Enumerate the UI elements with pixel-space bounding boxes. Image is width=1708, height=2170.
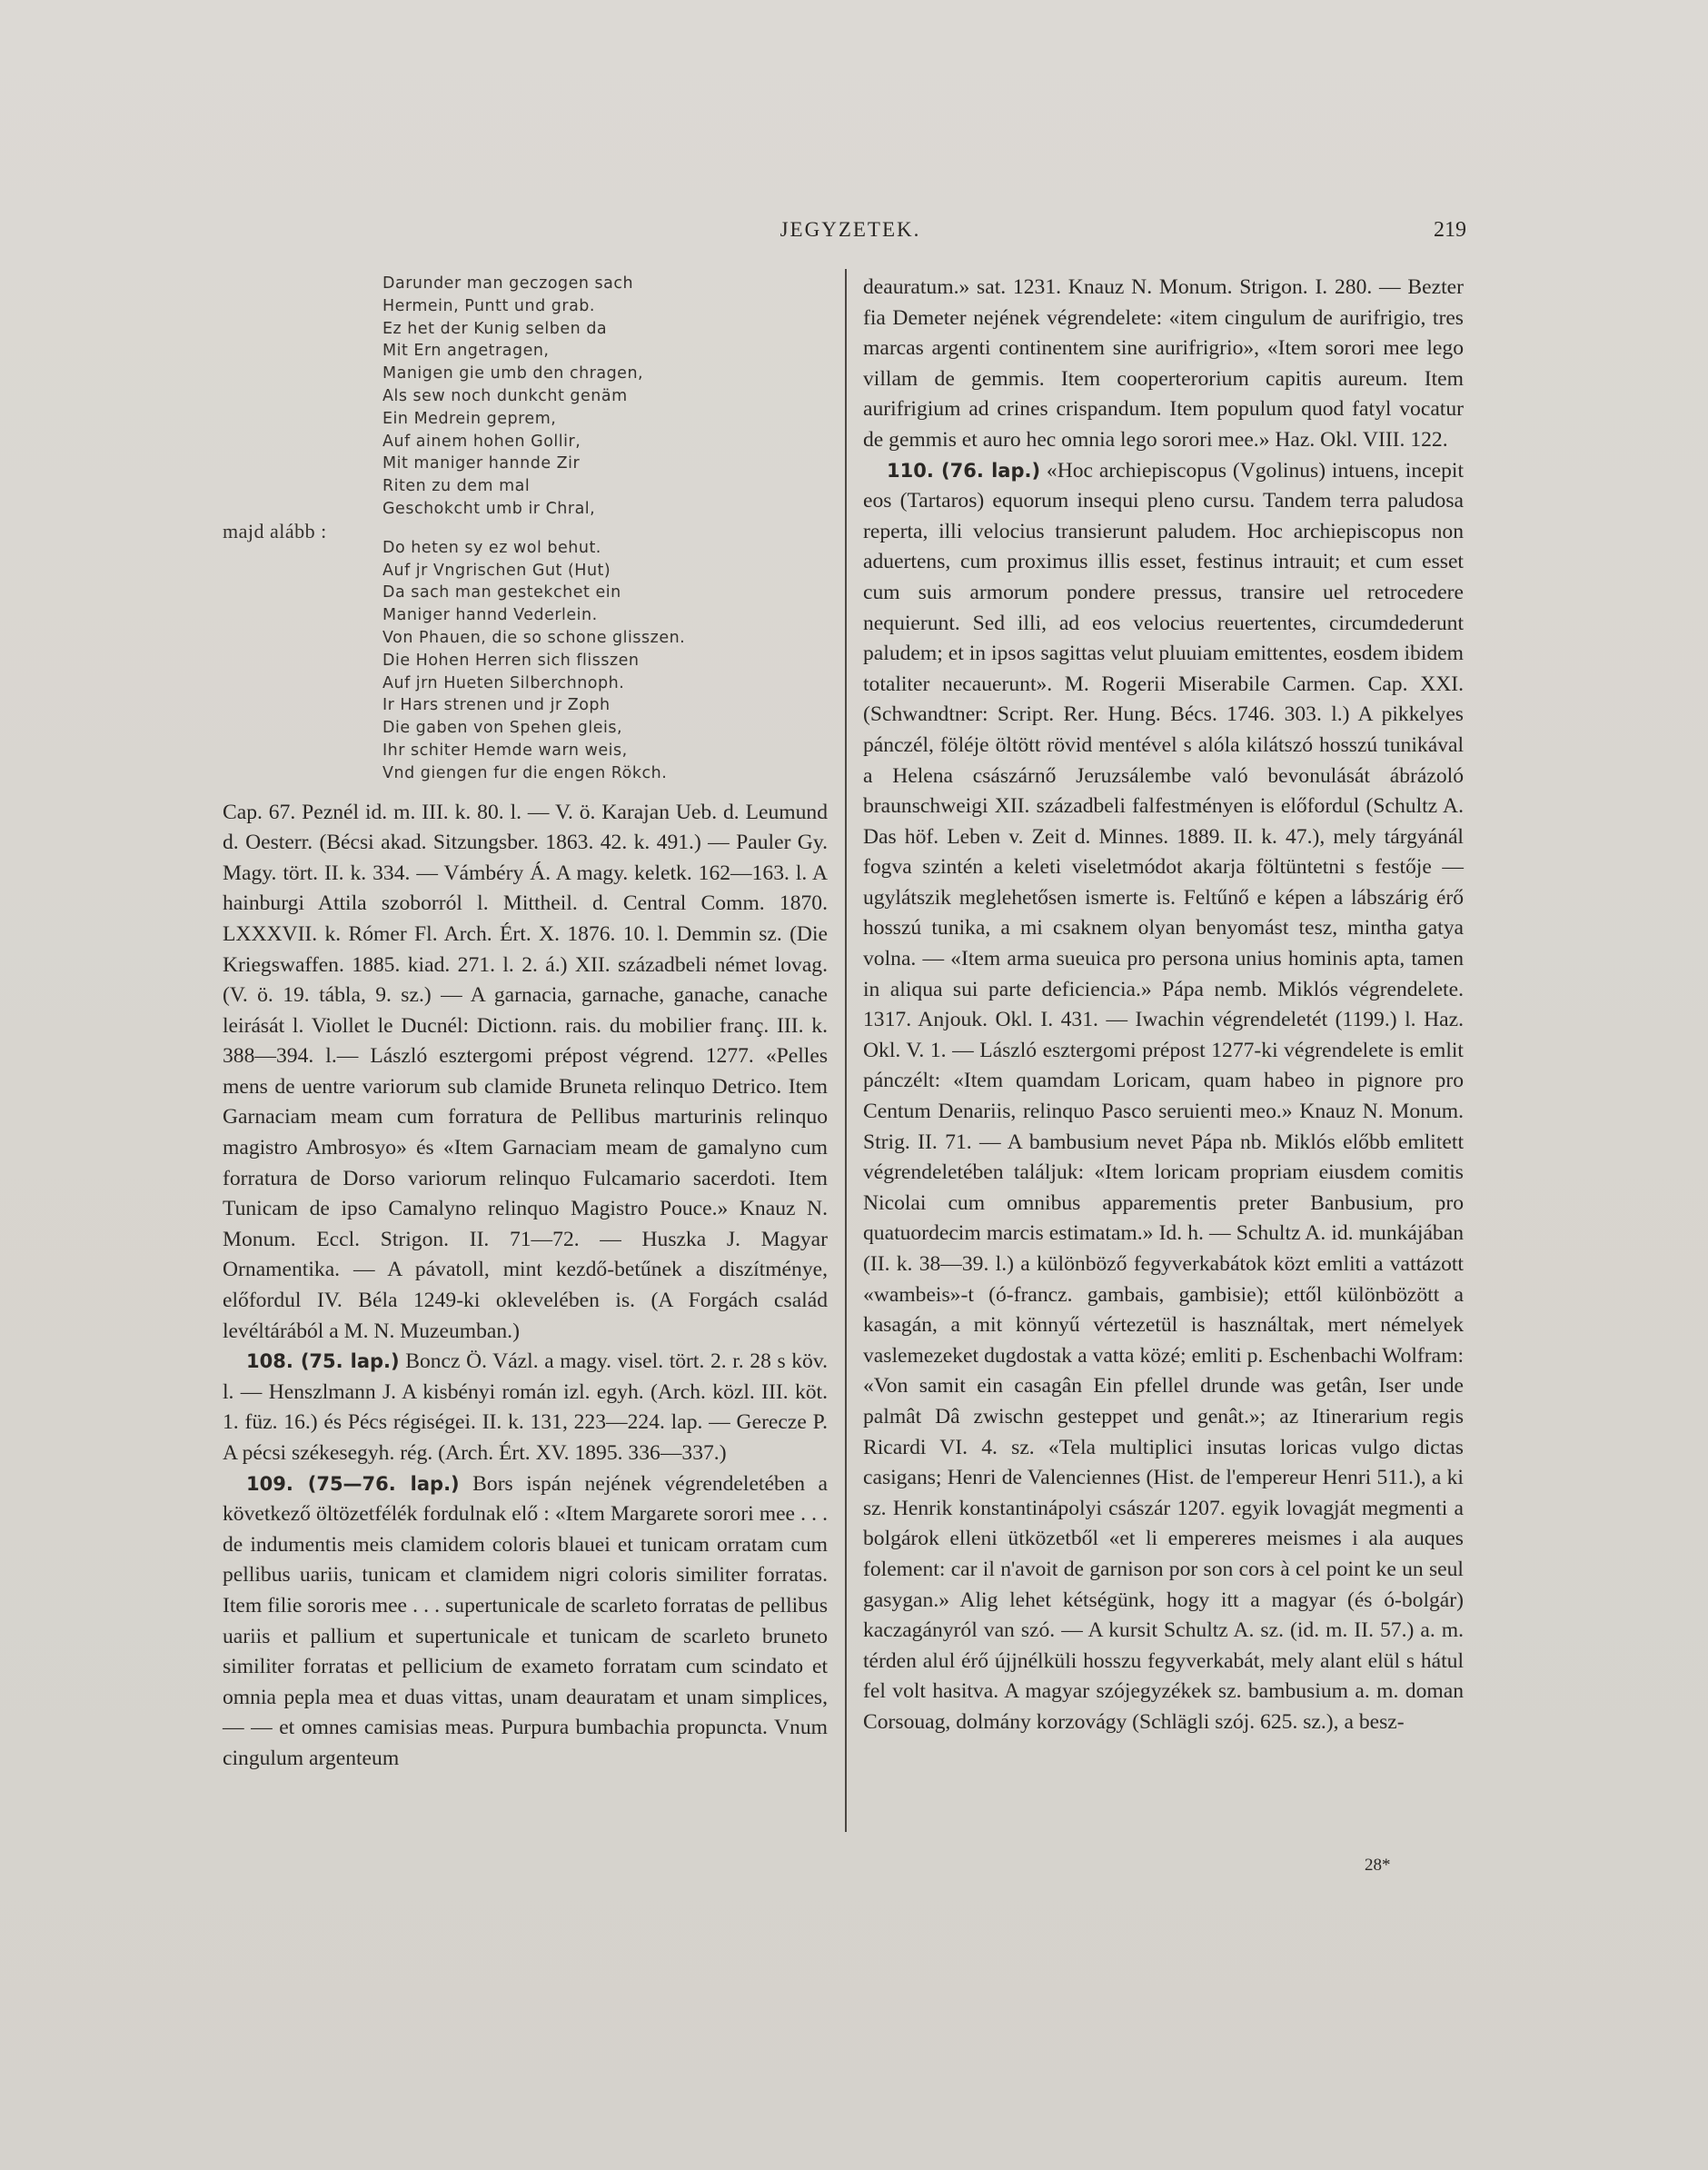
note-108 bbox=[223, 1347, 828, 1468]
left-notes bbox=[223, 798, 828, 1775]
poem-line: Mit Ern angetragen, bbox=[382, 342, 550, 361]
note-number: 109. (75—76. lap.) bbox=[246, 1472, 460, 1495]
note-107-continuation: Cap. 67. Peznél id. m. III. k. 80. l. — V. ö. Karajan Ueb. d. Leumund d. Oesterr. (Bécsi akad. Sitzungsber. 1863. 42. k. 491.) — Pauler Gy. Magy. tört. II. k. 334. — Vámbéry Á. A magy. keletk. 162—163. l. A hainburgi Attila szoborról l. Mittheil. d. Central Comm. 1870. LXXXVII. k. Rómer Fl. Arch. Ért. X. 1876. 10. l. Demmin sz. (Die Kriegswaffen. 1885. kiad. 271. l. 2. á.) XII. századbeli német lovag. (V. ö. 19. tábla, 9. sz.) — A garnacia, garnache, ganache, canache leirását l. Viollet le Ducnél: Dictionn. rais. du mobilier franç. III. k. 388—394. l.— László esztergomi prépost végrend. 1277. «Pelles mens de uentre variorum sub clamide Bruneta relinquo Detrico. Item Garnaciam meam cum forratura de Pellibus marturinis relinquo magistro Ambrosyo» és «Item Garnaciam meam de gamalyno cum forratura de Dorso variorum relinquo Fulcamario sacerdoti. Item Tunicam de ipso Camalyno relinquo Magistro Pouce.» Knauz N. Monum. Eccl. Strigon. II. 71—72. — Huszka J. Magyar Ornamentika. — A pávatoll, mint kezdő-betűnek a diszítménye, előfordul IV. Béla 1249-ki oklevelében is. (A Forgách család levéltárából a M. N. Muzeumban.) bbox=[223, 800, 828, 1343]
running-head: JEGYZETEK. bbox=[780, 218, 921, 241]
page-number: 219 bbox=[1434, 218, 1466, 242]
poem-line: Ein Medrein geprem, bbox=[382, 409, 557, 428]
poem-stanza-2 bbox=[223, 519, 828, 785]
poem-line: Auf jr Vngrischen Gut (Hut) bbox=[382, 561, 611, 580]
poem-line: Manigen gie umb den chragen, bbox=[382, 364, 644, 383]
note-110 bbox=[863, 456, 1464, 1738]
note-text: «Hoc archiepiscopus (Vgolinus) intuens, incepit eos (Tartaros) equorum insequi pleno cursu. Tandem terra paludosa reperta, illi velocius transierunt paludem. Hoc archiepiscopus non aduertens, cum proximus illis esset, festinus intrauit; et cum esset cum suis armorum pondere pressus, transire uel retrocedere nequierunt. Sed illi, ad eos velocius reuertentes, circumdederunt paludem; et in ipsos sagittas velut pluuiam emittentes, eosdem ibidem totaliter necauerunt». M. Rogerii Miserabile Carmen. Cap. XXI. (Schwandtner: Script. Rer. Hung. Bécs. 1746. 303. l.) A pikkelyes pánczél, föléje öltött rövid mentével s alóla kilátszó hosszú tunikával a Helena császárnő Jeruzsálembe való bevonulását ábrázoló braunschweigi XII. századbeli falfestményen is előfordul (Schultz A. Das höf. Leben v. Zeit d. Minnes. 1889. II. k. 47.), mely tárgyánál fogva szintén a keleti viseletmódot akarja föltüntetni s festője — ugylátszik meglehetősen ismerte is. Feltűnő e képen a lábszárig érő hosszú tunika, a mi csaknem olyan benyomást tesz, mintha gatya volna. — «Item arma sueuica pro persona unius hominis apta, tamen in aliqua sui parte deficiencia.» Pápa nemb. Miklós végrendelete. 1317. Anjouk. Okl. I. 431. — Iwachin végrendeletét (1199.) l. Haz. Okl. V. 1. — László esztergomi prépost 1277-ki végrendelete is emlit pánczélt: «Item quamdam Loricam, quam habeo in pignore pro Centum Denariis, relinquo Pasco seruienti meo.» Knauz N. Monum. Strig. II. 71. — A bambusium nevet Pápa nb. Miklós előbb emlitett végrendeletében találjuk: «Item loricam propriam eiusdem comitis Nicolai cum omnibus apparementis preter Banbusium, pro quatuordecim marcis estimatam.» Id. h. — Schultz A. id. munkájában (II. k. 38—39. l.) a különböző fegyverkabátok közt emliti a vattázott «wambeis»-t (ó-francz. gambais, gambisie); ettől különbözött a kasagán, a mit könnyű vértezetül is használtak, mert némelyek vaslemezeket dugdostak a vatta közé; emliti p. Eschenbachi Wolfram: «Von samit ein casagân Ein pfellel drunde was getân, Iser unde palmât Dâ zwischn gesteppet und genât.»; az Itinerarium regis Ricardi VI. 4. sz. «Tela multiplici insutas loricas vulgo dictas casigans; Henri de Valenciennes (Hist. de l'empereur Henri 511.), a ki sz. Henrik konstantinápolyi császár 1207. egyik lovagját megmenti a bolgárok elleni ütközetből «et li empereres meismes i ala auques folement: car il n'avoit de garnison por son cors à cel point ke un seul gasygan.» Alig lehet kétségünk, hogy itt a magyar (és ó-bolgár) kaczagányról van szó. — A kursit Schultz A. sz. (id. m. II. 57.) a. m. térden alul érő újjnélküli hosszu fegyverkabát, mely alant elül s hátul fel volt hasitva. A magyar szójegyzékek sz. bambusium a. m. doman Corsouag, dolmány korzovágy (Schlägli szój. 625. sz.), a besz- bbox=[863, 458, 1464, 1734]
signature-mark: 28* bbox=[1365, 1856, 1391, 1875]
poem-line: Maniger hannd Vederlein. bbox=[382, 606, 598, 625]
poem-line: Die gaben von Spehen gleis, bbox=[382, 719, 623, 738]
note-number: 108. (75. lap.) bbox=[246, 1350, 400, 1373]
poem-line: Auf jrn Hueten Silberchnoph. bbox=[382, 673, 625, 692]
poem-line: Als sew noch dunkcht genäm bbox=[382, 386, 628, 405]
poem-line: Ez het der Kunig selben da bbox=[382, 319, 608, 338]
poem-line: Mit maniger hannde Zir bbox=[382, 454, 581, 473]
poem-line: Von Phauen, die so schone glisszen. bbox=[382, 628, 686, 647]
poem-line: Ihr schiter Hemde warn weis, bbox=[382, 741, 628, 760]
poem-line: Da sach man gestekchet ein bbox=[382, 583, 621, 602]
poem-line: Riten zu dem mal bbox=[382, 477, 531, 496]
note-109 bbox=[223, 1469, 828, 1775]
column-divider bbox=[845, 269, 847, 1832]
poem-line: Auf ainem hohen Gollir, bbox=[382, 432, 581, 451]
note-109-continuation: deauratum.» sat. 1231. Knauz N. Monum. Strigon. I. 280. — Bezter fia Demeter nejének végrendelete: «item cingulum de aurifrigio, tres marcas argenti continentem sine aurifrigrio», «Item sorori mee lego villam de gemmis. Item cooperterorium capitis aureum. Item aurifrigium ad crines crispandum. Item populum quod fatyl vocatur de gemmis et auro hec omnia lego sorori mee.» Haz. Okl. VIII. 122. bbox=[863, 275, 1464, 452]
poem-line: Do heten sy ez wol behut. bbox=[382, 538, 601, 557]
right-column bbox=[863, 273, 1464, 1738]
poem-line: Vnd giengen fur die engen Rökch. bbox=[382, 763, 668, 782]
poem-line: Hermein, Puntt und grab. bbox=[382, 296, 595, 315]
poem-stanza-1 bbox=[382, 273, 828, 521]
poem-intro-text: majd alább : bbox=[223, 519, 327, 542]
poem-line: Darunder man geczogen sach bbox=[382, 274, 634, 293]
poem-line: Die Hohen Herren sich flisszen bbox=[382, 651, 640, 670]
note-text: Boncz Ö. Vázl. a magy. visel. tört. 2. r. 28 s köv. l. — Henszlmann J. A kisbényi román izl. egyh. (Arch. közl. III. köt. 1. füz. 16.) és Pécs régiségei. II. k. 131, 223—224. lap. — Gerecze P. A pécsi székesegyh. rég. (Arch. Ért. XV. 1895. 336—337.) bbox=[223, 1349, 829, 1465]
poem-line: Geschokcht umb ir Chral, bbox=[382, 499, 596, 518]
note-number: 110. (76. lap.) bbox=[887, 459, 1041, 482]
note-text: Bors ispán nejének végrendeletében a következő öltözetfélék fordulnak elő : «Item Margarete sorori mee . . . de indumentis meis clamidem coloris blauei et tunicam orratam cum pellibus uariis, tunicam et clamidem nigri coloris similiter forratas. Item filie sororis mee . . . supertunicale de scarleto forratas de pellibus uariis et pallium et supertunicale et tunicam de scarleto bruneto similiter forratas et pellicium de exameto forratam cum scindato et omnia pepla mea et duas vittas, unam deauratam et unam simplices, — — et omnes camisias meas. Purpura bumbachia propuncta. Vnum cingulum argenteum bbox=[223, 1471, 828, 1770]
left-column bbox=[223, 273, 828, 1775]
poem-line: Ir Hars strenen und jr Zoph bbox=[382, 696, 611, 715]
